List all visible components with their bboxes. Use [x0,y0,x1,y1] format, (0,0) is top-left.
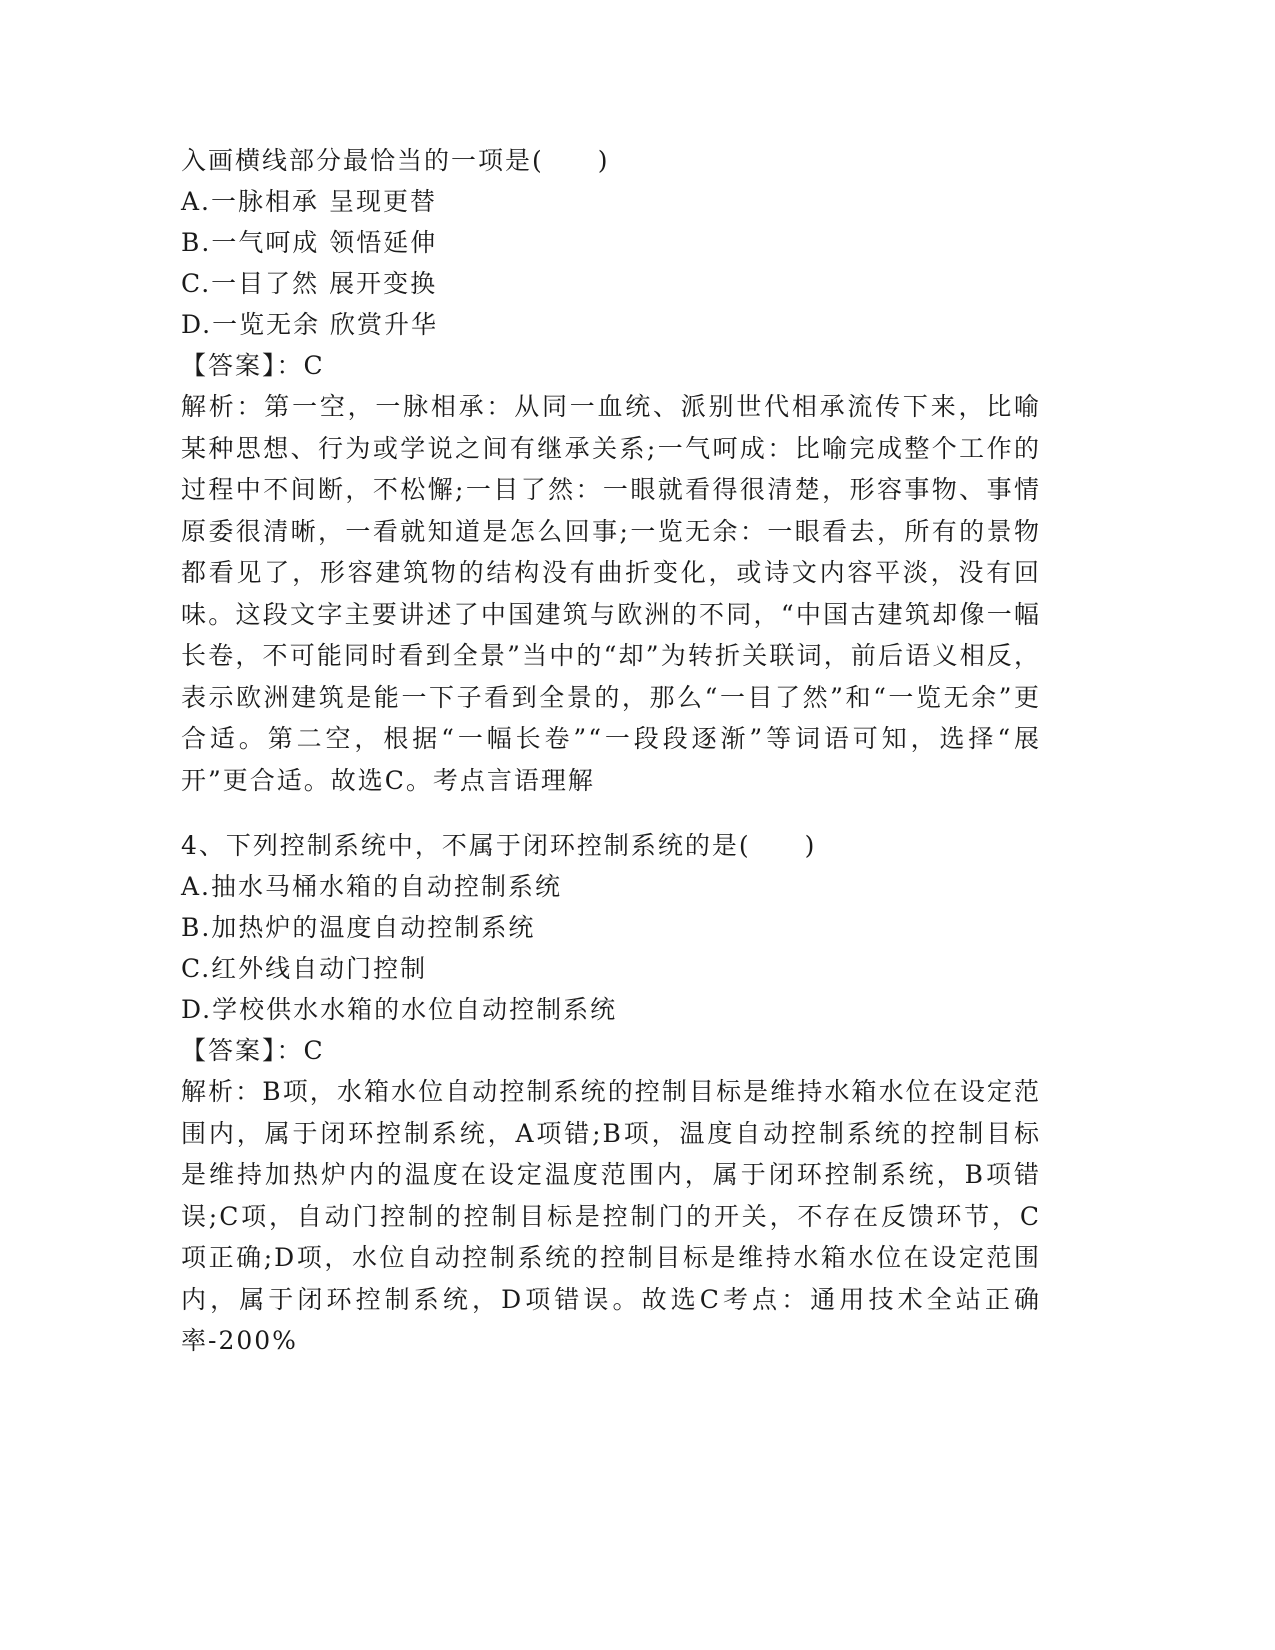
analysis-text: 解析：第一空，一脉相承：从同一血统、派别世代相承流传下来，比喻某种思想、行为或学说之间有继承关系;一气呵成：比喻完成整个工作的过程中不间断，不松懈;一目了然：一眼就看得很清楚，形容事物、事情原委很清晰，一看就知道是怎么回事;一览无余：一眼看去，所有的景物都看见了，形容建筑物的结构没有曲折变化，或诗文内容平淡，没有回味。这段文字主要讲述了中国建筑与欧洲的不同，“中国古建筑却像一幅长卷，不可能同时看到全景”当中的“却”为转折关联词，前后语义相反，表示欧洲建筑是能一下子看到全景的，那么“一目了然”和“一览无余”更合适。第二空，根据“一幅长卷”“一段段逐渐”等词语可知，选择“展开”更合适。故选C。考点言语理解 [181,392,1042,795]
option-c: C.一目了然 展开变换 [181,269,438,298]
option-d: D.一览无余 欣赏升华 [181,310,439,339]
analysis-text: 解析：B项，水箱水位自动控制系统的控制目标是维持水箱水位在设定范围内，属于闭环控制系统，A项错;B项，温度自动控制系统的控制目标是维持加热炉内的温度在设定温度范围内，属于闭环控制系统，B项错误;C项，自动门控制的控制目标是控制门的开关，不存在反馈环节，C项正确;D项，水位自动控制系统的控制目标是维持水箱水位在设定范围内，属于闭环控制系统，D项错误。故选C考点：通用技术全站正确率-200% [181,1077,1041,1355]
option-d: D.学校供水水箱的水位自动控制系统 [181,995,618,1024]
answer-label: 【答案】：C [181,1036,325,1065]
answer-label: 【答案】：C [181,351,325,380]
option-b: B.一气呵成 领悟延伸 [181,228,438,257]
document-body [181,140,1041,1362]
question-stem: 4、下列控制系统中，不属于闭环控制系统的是( ) [181,831,817,860]
option-b: B.加热炉的温度自动控制系统 [181,913,536,942]
option-a: A.一脉相承 呈现更替 [181,187,437,216]
question-stem-tail: 入画横线部分最恰当的一项是( ) [181,146,610,175]
option-c: C.红外线自动门控制 [181,954,428,983]
section-gap [181,801,1041,825]
option-a: A.抽水马桶水箱的自动控制系统 [181,872,563,901]
